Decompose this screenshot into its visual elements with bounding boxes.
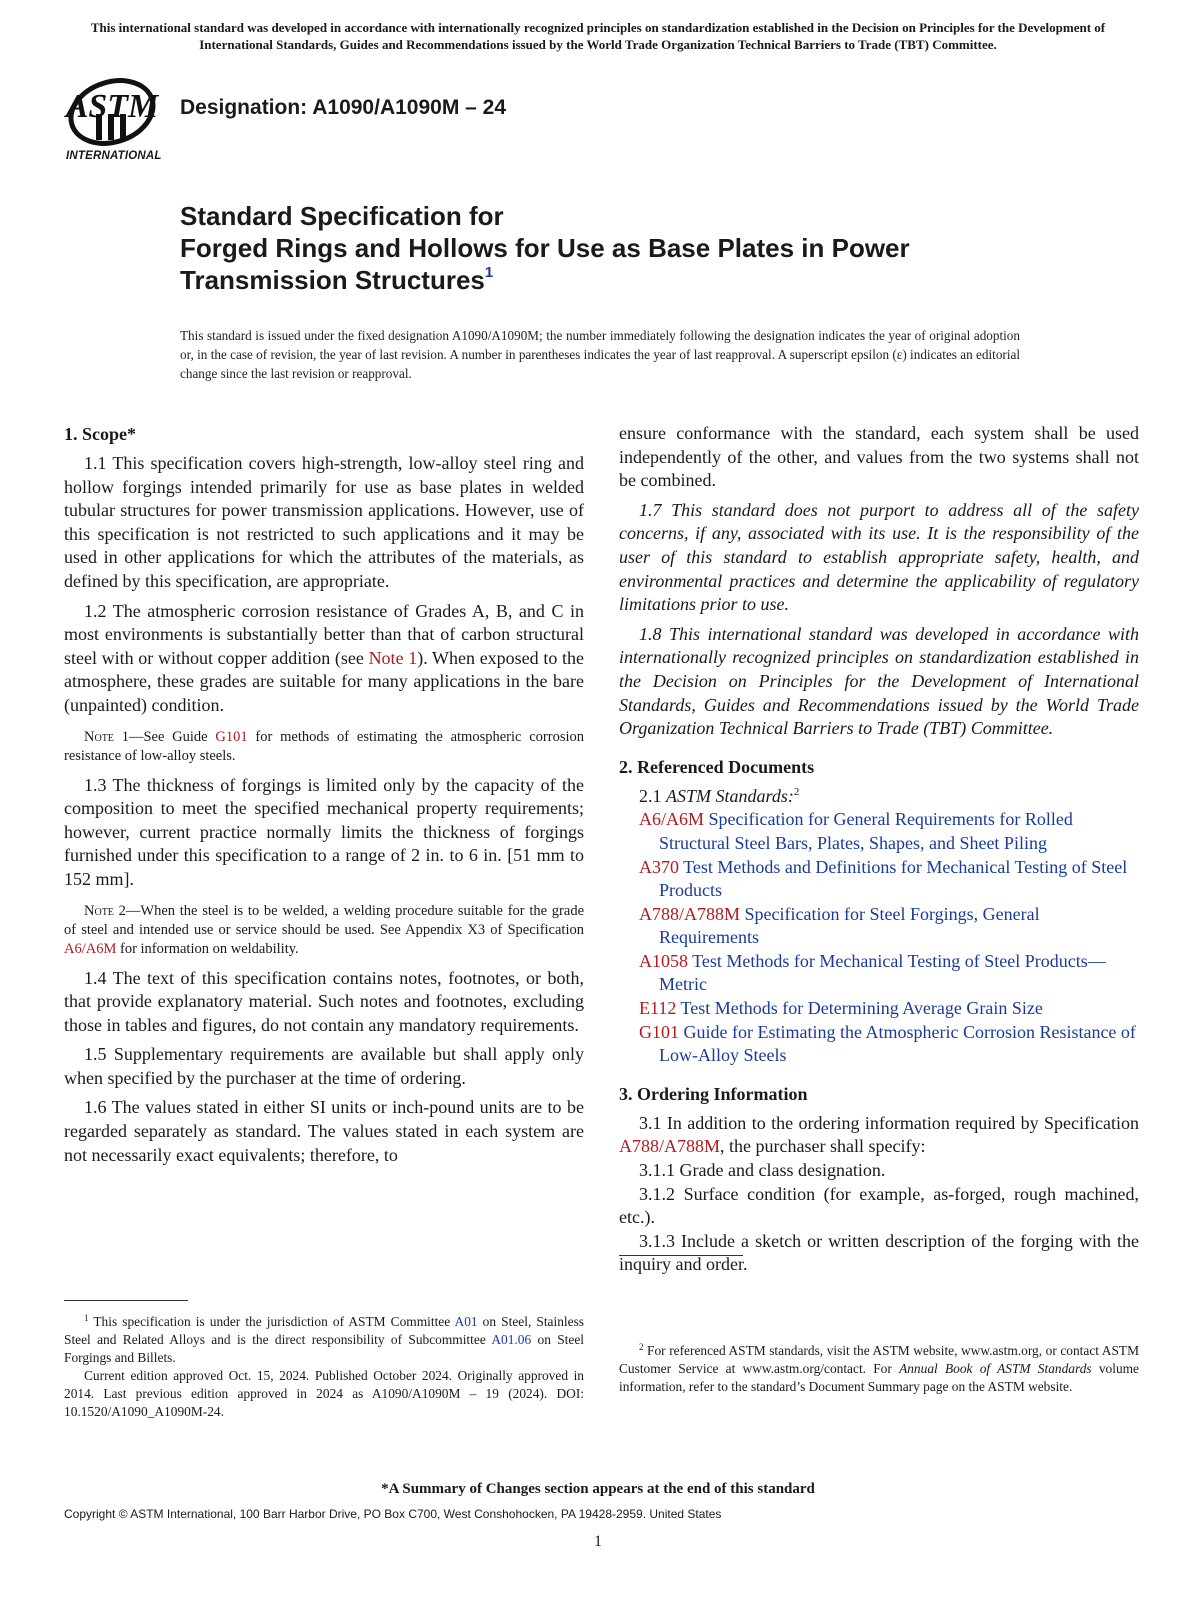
para-1-3: 1.3 The thickness of forgings is limited only by the capacity of the composition to meet the specified mechanical property requirements; however, current practice normally limits the thickness of forgings furnished under this specification to a range of 2 in. to 6 in. [51 mm to 152 mm]. [64, 774, 584, 889]
scope-heading: 1. Scope* [64, 424, 136, 444]
reference-code-link[interactable]: A1058 [639, 950, 688, 971]
footnote-2: $^2$ For referenced ASTM standards, visit the ASTM website, www.astm.org, or contact ASTM Customer Service at www.astm.org/contact. For Annual Book of ASTM Standards volume information, refer to the standard’s Document Summary page on the ASTM website. [619, 1342, 1139, 1394]
reference-title-link[interactable]: Specification for General Requirements for Rolled Structural Steel Bars, Plates, Shapes, and Sheet Piling [659, 809, 1073, 853]
reference-title-link[interactable]: Test Methods for Determining Average Grain Size [676, 998, 1043, 1019]
page-number: 1 [594, 1533, 602, 1550]
note-1-link[interactable]: Note 1 [368, 647, 418, 668]
top-notice: This international standard was developed in accordance with internationally recognized principles on standardization established in the Decision on Principles for the Development of International Standards, Guides and Recommendations issued by the World Trade Organization Technical Barriers to Trade (TBT) Committee. [90, 20, 1106, 52]
referenced-heading: 2. Referenced Documents [619, 756, 815, 777]
summary-of-changes-note: *A Summary of Changes section appears at the end of this standard [381, 1481, 815, 1497]
a788-link[interactable]: A788/A788M [619, 1136, 721, 1157]
para-1-8: 1.8 This international standard was developed in accordance with internationally recognized principles on standardization established in the Decision on Principles for the Development of International Standards, Guides and Recommendations issued by the World Trade Organization Technical Barriers to Trade (TBT) Committee. [619, 623, 1139, 739]
footnote-divider-right [619, 1255, 743, 1256]
reference-item [619, 808, 1139, 855]
para-3-1-1: 3.1.1 Grade and class designation. [639, 1160, 886, 1181]
g101-link[interactable]: G101 [215, 728, 248, 745]
left-column [64, 422, 584, 1173]
para-1-2: 1.2 The atmospheric corrosion resistance of Grades A, B, and C in most environments is substantially better than that of carbon structural steel with or without copper addition (see Note 1). When exposed to the atmosphere, these grades are suitable for many applications in the bare (unpainted) condition. [64, 600, 584, 715]
a01-06-link[interactable]: A01.06 [491, 1332, 532, 1347]
reference-code-link[interactable]: E112 [639, 998, 677, 1019]
footnote-divider-left [64, 1300, 188, 1301]
title-footnote-mark[interactable]: 1 [484, 264, 494, 281]
para-3-1-2: 3.1.2 Surface condition (for example, as-forged, rough machined, etc.). [619, 1183, 1139, 1228]
para-1-1: 1.1 This specification covers high-strength, low-alloy steel ring and hollow forgings intended primarily for use as base plates in welded tubular structures for power transmission applications. However, use of this specification is not restricted to such applications and it may be used in other applications for which the attributes of the materials, as defined by this specification, are appropriate. [64, 453, 584, 591]
edition-info: Current edition approved Oct. 15, 2024. Published October 2024. Originally approved in 2014. Last previous edition approved in 2024 as A1090/A1090M – 19 (2024). DOI: 10.1520/A1090_A1090M-24. [64, 1368, 584, 1419]
designation: Designation: A1090/A1090M – 24 [180, 96, 507, 119]
para-1-4: 1.4 The text of this specification contains notes, footnotes, or both, that provide explanatory material. Such notes and footnotes, excluding those in tables and figures, do not contain any mandatory requirements. [64, 967, 584, 1035]
reference-item [619, 856, 1139, 903]
para-1-5: 1.5 Supplementary requirements are available but shall apply only when specified by the purchaser at the time of ordering. [64, 1044, 584, 1088]
reference-list [619, 808, 1139, 1068]
footnote-1: $^1$ This specification is under the jurisdiction of ASTM Committee A01 on Steel, Stainless Steel and Related Alloys and is the direct responsibility of Subcommittee A01.06 on Steel Forgings and Billets. Current edition approved Oct. 15, 2024. Published October 2024. Originally approved in 2014. Last previous edition approved in 2024 as A1090/A1090M – 19 (2024). DOI: 10.1520/A1090_A1090M-24. [64, 1313, 584, 1419]
reference-item [619, 1021, 1139, 1068]
para-1-6-continued: ensure conformance with the standard, each system shall be used independently of the other, and values from the two systems shall not be combined. [619, 423, 1139, 491]
title-line-2: Forged Rings and Hollows for Use as Base Plates in Power Transmission Structures$^1$ [180, 233, 910, 295]
ordering-heading: 3. Ordering Information [619, 1083, 808, 1104]
reference-code-link[interactable]: A370 [639, 856, 679, 877]
title-line-1: Standard Specification for [180, 201, 504, 231]
reference-code-link[interactable]: A6/A6M [639, 809, 705, 830]
para-1-6: 1.6 The values stated in either SI units or inch-pound units are to be regarded separately as standard. The values stated in each system are not necessarily exact equivalents; therefore, to [64, 1097, 584, 1165]
reference-item [619, 997, 1139, 1021]
reference-title-link[interactable]: Guide for Estimating the Atmospheric Corrosion Resistance of Low-Alloy Steels [659, 1021, 1136, 1066]
para-1-7: 1.7 This standard does not purport to address all of the safety concerns, if any, associated with its use. It is the responsibility of the user of this standard to establish appropriate safety, health, and environmental practices and determine the applicability of regulatory limitations prior to use. [619, 499, 1139, 615]
note-2: Note 2—When the steel is to be welded, a welding procedure suitable for the grade of steel and intended use or service should be used. See Appendix X3 of Specification A6/A6M for information on weldability. [64, 902, 585, 957]
astm-standards-label: 2.1 ASTM Standards:$^2$ [639, 785, 800, 806]
reference-code-link[interactable]: A788/A788M [639, 903, 741, 924]
copyright: Copyright © ASTM International, 100 Barr Harbor Drive, PO Box C700, West Conshohocken, PA 19428-2959. United States [64, 1507, 722, 1521]
reference-item [619, 903, 1139, 950]
reference-title-link[interactable]: Test Methods for Mechanical Testing of Steel Products—Metric [659, 950, 1106, 995]
reference-title-link[interactable]: Specification for Steel Forgings, General Requirements [659, 903, 1040, 948]
note-1: Note 1—See Guide G101 for methods of estimating the atmospheric corrosion resistance of low-alloy steels. [64, 728, 585, 764]
para-3-1: 3.1 In addition to the ordering information required by Specification A788/A788M, the purchaser shall specify: [619, 1112, 1139, 1157]
a6-link[interactable]: A6/A6M [64, 940, 117, 957]
reference-item [619, 950, 1139, 997]
document-title [180, 200, 1080, 296]
logo-caption: INTERNATIONAL [66, 150, 162, 162]
reference-title-link[interactable]: Test Methods and Definitions for Mechanical Testing of Steel Products [659, 856, 1128, 901]
svg-text:ASTM: ASTM [65, 88, 159, 125]
a01-link[interactable]: A01 [454, 1314, 478, 1329]
reference-code-link[interactable]: G101 [639, 1021, 679, 1042]
right-column [619, 422, 1139, 1277]
issue-note: This standard is issued under the fixed designation A1090/A1090M; the number immediately following the designation indicates the year of original adoption or, in the case of revision, the year of last revision. A number in parentheses indicates the year of last reapproval. A superscript epsilon (ε) indicates an editorial change since the last revision or reapproval. [180, 328, 1020, 381]
para-3-1-3: 3.1.3 Include a sketch or written description of the forging with the inquiry and order. [619, 1230, 1139, 1275]
